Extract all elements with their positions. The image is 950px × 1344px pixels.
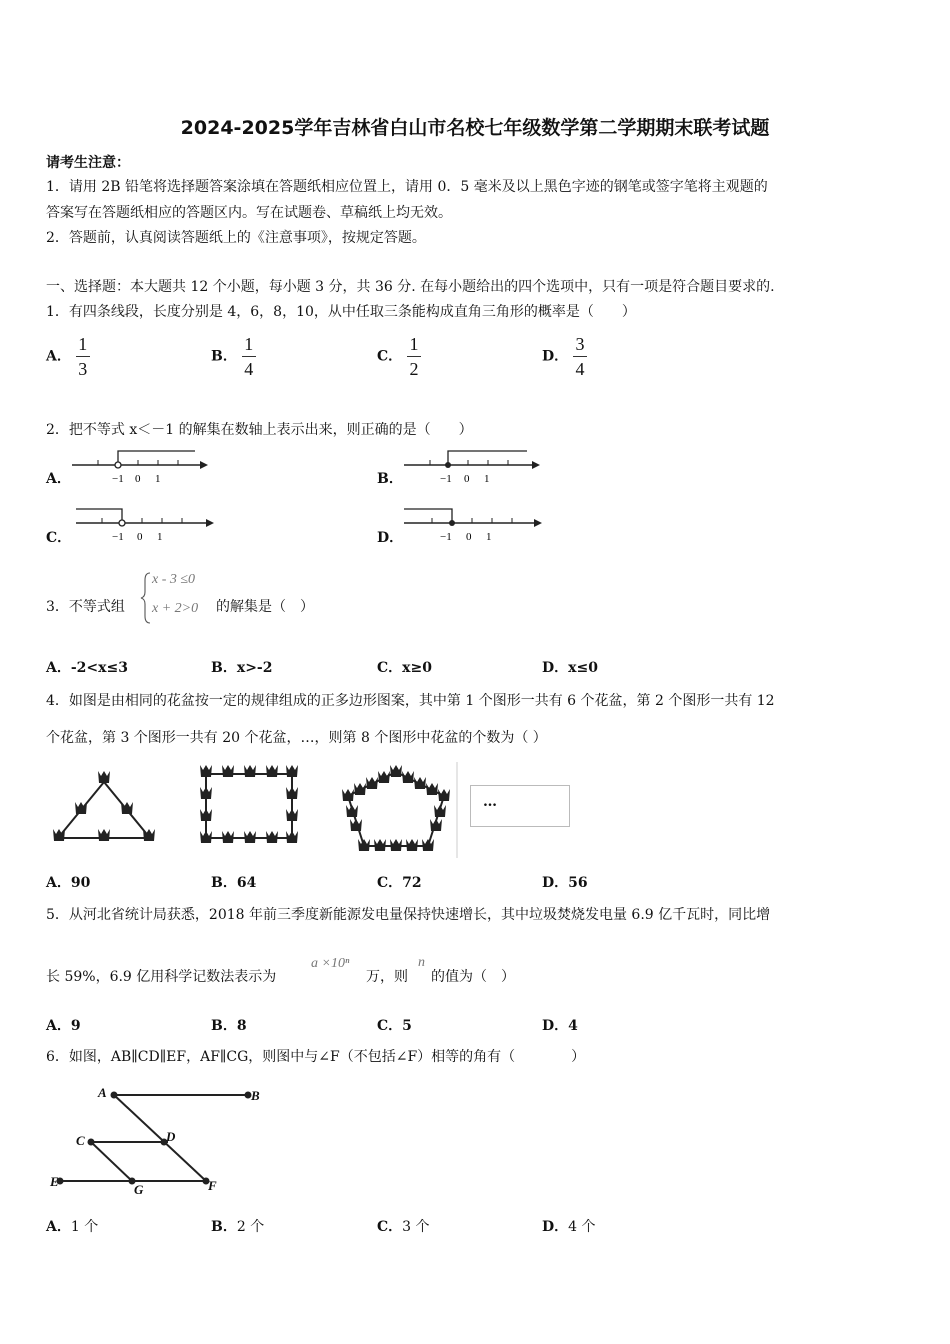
q3-inequality-1: x - 3 ≤0: [152, 572, 196, 587]
svg-text:−1: −1: [112, 473, 124, 485]
q6-stem: 6．如图，AB∥CD∥EF，AF∥CG，则图中与∠F（不包括∠F）相等的角有（ ）: [46, 1049, 586, 1065]
q3-option-a[interactable]: A．-2<x≤3: [46, 660, 128, 676]
q5-formula: a ×10ⁿ: [311, 956, 350, 971]
q4-option-d[interactable]: D．56: [542, 875, 588, 891]
svg-text:0: 0: [466, 531, 472, 543]
q4-flowerpot-figures: [48, 762, 468, 862]
svg-text:−1: −1: [112, 531, 124, 543]
svg-text:0: 0: [464, 473, 470, 485]
fraction: $\frac{1}{3}$: [76, 334, 90, 379]
q2-option-c-label[interactable]: C．: [46, 530, 72, 546]
q2-number-line-a: [70, 448, 210, 488]
q5-stem-line-1: 5．从河北省统计局获悉，2018 年前三季度新能源发电量保持快速增长，其中垃圾焚烧发电量 6.9 亿千瓦时，同比增: [46, 907, 771, 923]
q3-option-b[interactable]: B．x>-2: [211, 660, 273, 676]
q4-stem-line-2: 个花盆，第 3 个图形一共有 20 个花盆，…，则第 8 个图形中花盆的个数为（ ）: [46, 730, 547, 746]
fraction: $\frac{1}{2}$: [407, 334, 421, 379]
svg-text:F: F: [208, 1178, 217, 1193]
svg-text:A: A: [98, 1085, 107, 1100]
q5-option-a[interactable]: A．9: [46, 1018, 81, 1034]
q3-option-d[interactable]: D．x≤0: [542, 660, 598, 676]
q3-option-c[interactable]: C．x≥0: [377, 660, 432, 676]
q6-option-a[interactable]: A．1 个: [46, 1219, 99, 1235]
section-1-heading: 一、选择题：本大题共 12 个小题，每小题 3 分，共 36 分. 在每小题给出的四个选项中，只有一项是符合题目要求的.: [46, 279, 775, 295]
q4-ellipsis-box: …: [470, 785, 570, 827]
notice-line-2: 2．答题前，认真阅读答题纸上的《注意事项》，按规定答题。: [46, 230, 426, 246]
q1-option-b[interactable]: B． $\frac{1}{4}$: [211, 334, 256, 379]
q1-stem: 1．有四条线段，长度分别是 4，6，8，10，从中任取三条能构成直角三角形的概率是（ ）: [46, 304, 636, 320]
svg-text:1: 1: [484, 473, 490, 485]
q5-option-b[interactable]: B．8: [211, 1018, 247, 1034]
svg-text:−1: −1: [440, 531, 452, 543]
svg-text:B: B: [251, 1088, 260, 1103]
q5-option-c[interactable]: C．5: [377, 1018, 412, 1034]
q4-option-a[interactable]: A．90: [46, 875, 91, 891]
svg-text:1: 1: [486, 531, 492, 543]
svg-text:0: 0: [137, 531, 143, 543]
q5-stem-line-2c: 的值为（ ）: [431, 969, 515, 985]
page-title: 2024-2025学年吉林省白山市名校七年级数学第二学期期末联考试题: [180, 117, 770, 139]
q4-option-c[interactable]: C．72: [377, 875, 422, 891]
svg-text:1: 1: [155, 473, 161, 485]
q2-option-b-label[interactable]: B．: [377, 471, 403, 487]
q5-option-d[interactable]: D．4: [542, 1018, 578, 1034]
fraction: $\frac{3}{4}$: [573, 334, 587, 379]
q2-option-a-label[interactable]: A．: [46, 471, 71, 487]
q2-stem: 2．把不等式 x＜－1 的解集在数轴上表示出来，则正确的是（ ）: [46, 422, 473, 438]
q2-number-line-c: [74, 505, 216, 545]
notice-heading: 请考生注意：: [46, 155, 130, 171]
svg-text:−1: −1: [440, 473, 452, 485]
q2-number-line-b: [402, 448, 542, 488]
fraction: $\frac{1}{4}$: [242, 334, 256, 379]
notice-line-1b: 答案写在答题纸相应的答题区内。写在试题卷、草稿纸上均无效。: [46, 205, 452, 221]
q4-option-b[interactable]: B．64: [211, 875, 257, 891]
q3-tail: 的解集是（ ）: [216, 599, 314, 615]
q5-variable-n: n: [418, 955, 425, 970]
q2-option-d-label[interactable]: D．: [377, 530, 404, 546]
q2-number-line-d: [402, 505, 544, 545]
q6-option-d[interactable]: D．4 个: [542, 1219, 596, 1235]
q3-inequality-2: x + 2>0: [152, 601, 199, 616]
q1-option-c[interactable]: C． $\frac{1}{2}$: [377, 334, 421, 379]
q5-stem-line-2a: 长 59%，6.9 亿用科学记数法表示为: [46, 969, 277, 985]
notice-line-1a: 1．请用 2B 铅笔将选择题答案涂填在答题纸相应位置上，请用 0．5 毫米及以上黑色字迹的钢笔或签字笔将主观题的: [46, 179, 768, 195]
q5-stem-line-2b: 万，则: [366, 969, 408, 985]
q6-option-b[interactable]: B．2 个: [211, 1219, 265, 1235]
q1-option-a[interactable]: A． $\frac{1}{3}$: [46, 334, 90, 379]
svg-text:0: 0: [135, 473, 141, 485]
svg-text:C: C: [76, 1133, 85, 1148]
q6-parallel-lines-figure: [46, 1080, 276, 1200]
q1-option-d[interactable]: D． $\frac{3}{4}$: [542, 334, 587, 379]
svg-text:1: 1: [157, 531, 163, 543]
svg-text:D: D: [166, 1129, 176, 1144]
svg-text:G: G: [134, 1182, 144, 1197]
q3-num: 3．不等式组: [46, 599, 125, 615]
q6-option-c[interactable]: C．3 个: [377, 1219, 430, 1235]
q4-stem-line-1: 4．如图是由相同的花盆按一定的规律组成的正多边形图案，其中第 1 个图形一共有 6 个花盆，第 2 个图形一共有 12: [46, 693, 775, 709]
svg-text:E: E: [50, 1174, 59, 1189]
